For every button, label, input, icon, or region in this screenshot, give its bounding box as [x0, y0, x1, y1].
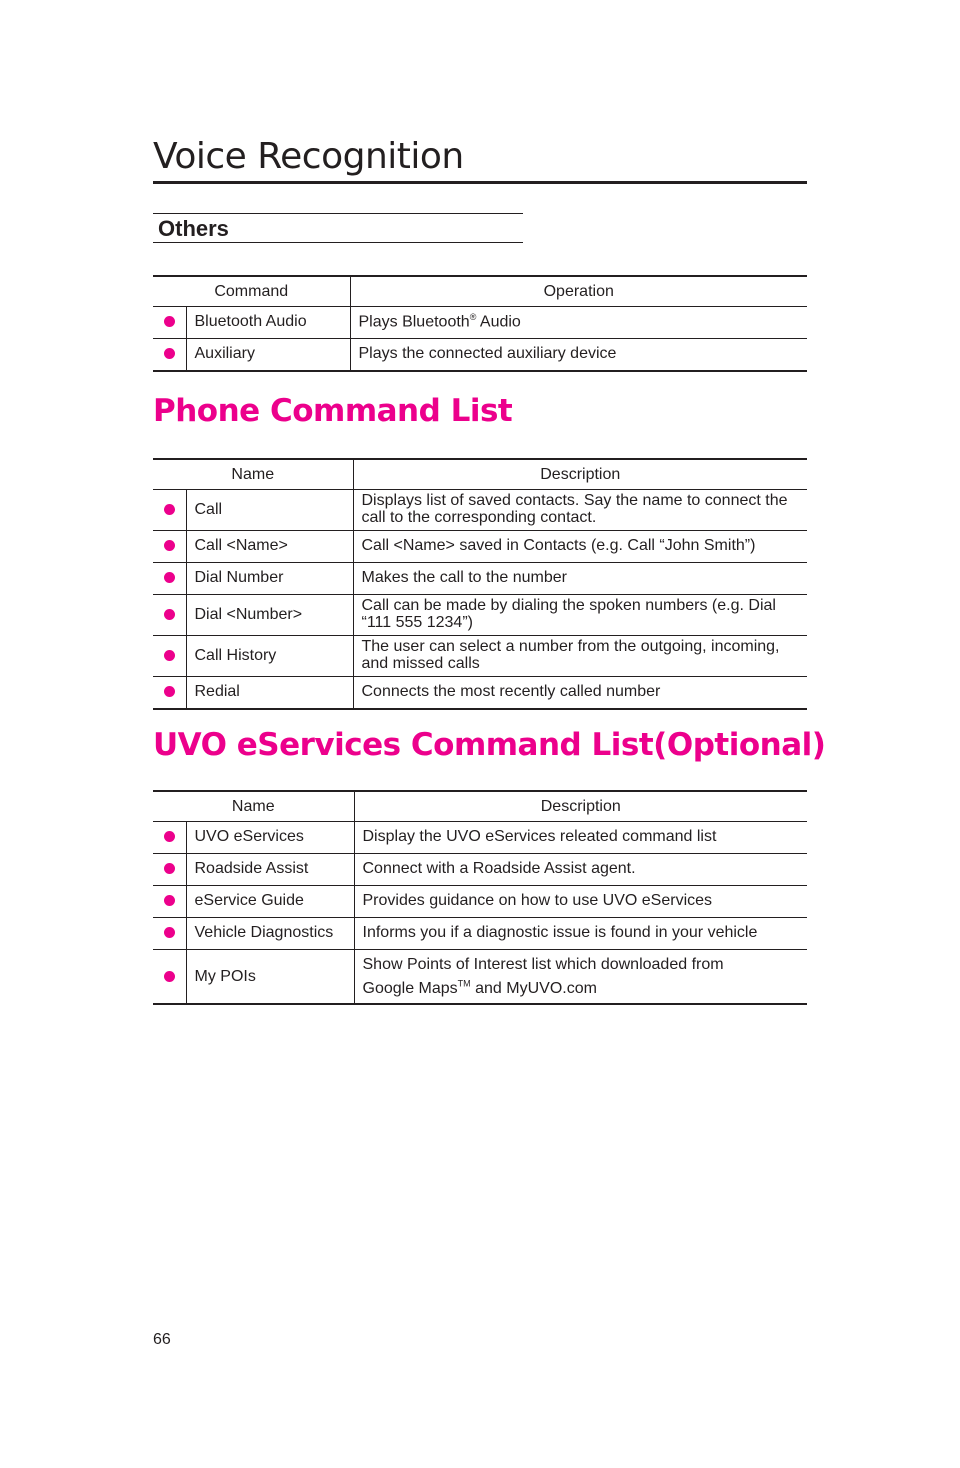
column-header-description: Description [354, 791, 807, 822]
table-row [153, 636, 807, 677]
description-cell: Displays list of saved contacts. Say the name to connect the call to the corresponding contact. [353, 490, 807, 531]
table-row [153, 563, 807, 595]
description-cell: Connect with a Roadside Assist agent. [354, 854, 807, 886]
registered-mark: ® [469, 312, 477, 323]
description-cell: Provides guidance on how to use UVO eServices [354, 886, 807, 918]
name-cell: UVO eServices [186, 822, 354, 854]
others-table [153, 275, 807, 372]
description-cell: Connects the most recently called number [353, 677, 807, 710]
name-cell: eService Guide [186, 886, 354, 918]
bullet-icon [164, 316, 175, 327]
description-cell: Show Points of Interest list which downloaded from Google Maps™ and MyUVO.com [354, 950, 807, 1005]
name-cell: Call History [186, 636, 353, 677]
bullet-icon [164, 927, 175, 938]
bullet-icon [164, 504, 175, 515]
table-row [153, 886, 807, 918]
page-title: Voice Recognition [153, 136, 464, 177]
bullet-icon [164, 863, 175, 874]
table-row [153, 531, 807, 563]
table-row [153, 307, 807, 339]
name-cell: Dial Number [186, 563, 353, 595]
bullet-icon [164, 831, 175, 842]
description-cell: Call <Name> saved in Contacts (e.g. Call “John Smith”) [353, 531, 807, 563]
uvo-section-heading: UVO eServices Command List(Optional) [153, 727, 826, 763]
bullet-icon [164, 348, 175, 359]
name-cell: My POIs [186, 950, 354, 1005]
column-header-name: Name [153, 459, 353, 490]
others-heading: Others [158, 216, 229, 241]
bullet-icon [164, 686, 175, 697]
name-cell: Vehicle Diagnostics [186, 918, 354, 950]
column-header-description: Description [353, 459, 807, 490]
command-cell: Auxiliary [186, 339, 350, 372]
table-row [153, 595, 807, 636]
column-header-command: Command [153, 276, 350, 307]
name-cell: Dial <Number> [186, 595, 353, 636]
trademark-mark: TM [457, 978, 471, 989]
table-row [153, 950, 807, 1005]
table-row [153, 339, 807, 372]
description-cell: Informs you if a diagnostic issue is found in your vehicle [354, 918, 807, 950]
phone-command-table [153, 458, 807, 710]
operation-cell: Plays the connected auxiliary device [350, 339, 807, 372]
description-cell: The user can select a number from the outgoing, incoming, and missed calls [353, 636, 807, 677]
bullet-icon [164, 650, 175, 661]
table-row [153, 918, 807, 950]
operation-cell: Plays Bluetooth® Audio [350, 307, 807, 339]
bullet-icon [164, 971, 175, 982]
table-row [153, 854, 807, 886]
phone-section-heading: Phone Command List [153, 393, 513, 429]
table-row [153, 490, 807, 531]
bullet-icon [164, 609, 175, 620]
table-row [153, 822, 807, 854]
uvo-command-table [153, 790, 807, 1005]
table-row [153, 677, 807, 710]
description-cell: Makes the call to the number [353, 563, 807, 595]
description-cell: Display the UVO eServices releated command list [354, 822, 807, 854]
subheading-bottom-rule [153, 242, 523, 243]
name-cell: Call <Name> [186, 531, 353, 563]
bullet-icon [164, 572, 175, 583]
command-cell: Bluetooth Audio [186, 307, 350, 339]
subheading-top-rule [153, 213, 523, 214]
column-header-name: Name [153, 791, 354, 822]
description-cell: Call can be made by dialing the spoken numbers (e.g. Dial “111 555 1234”) [353, 595, 807, 636]
page-number: 66 [153, 1331, 171, 1348]
bullet-icon [164, 540, 175, 551]
title-rule [153, 181, 807, 184]
name-cell: Redial [186, 677, 353, 710]
name-cell: Roadside Assist [186, 854, 354, 886]
name-cell: Call [186, 490, 353, 531]
bullet-icon [164, 895, 175, 906]
column-header-operation: Operation [350, 276, 807, 307]
